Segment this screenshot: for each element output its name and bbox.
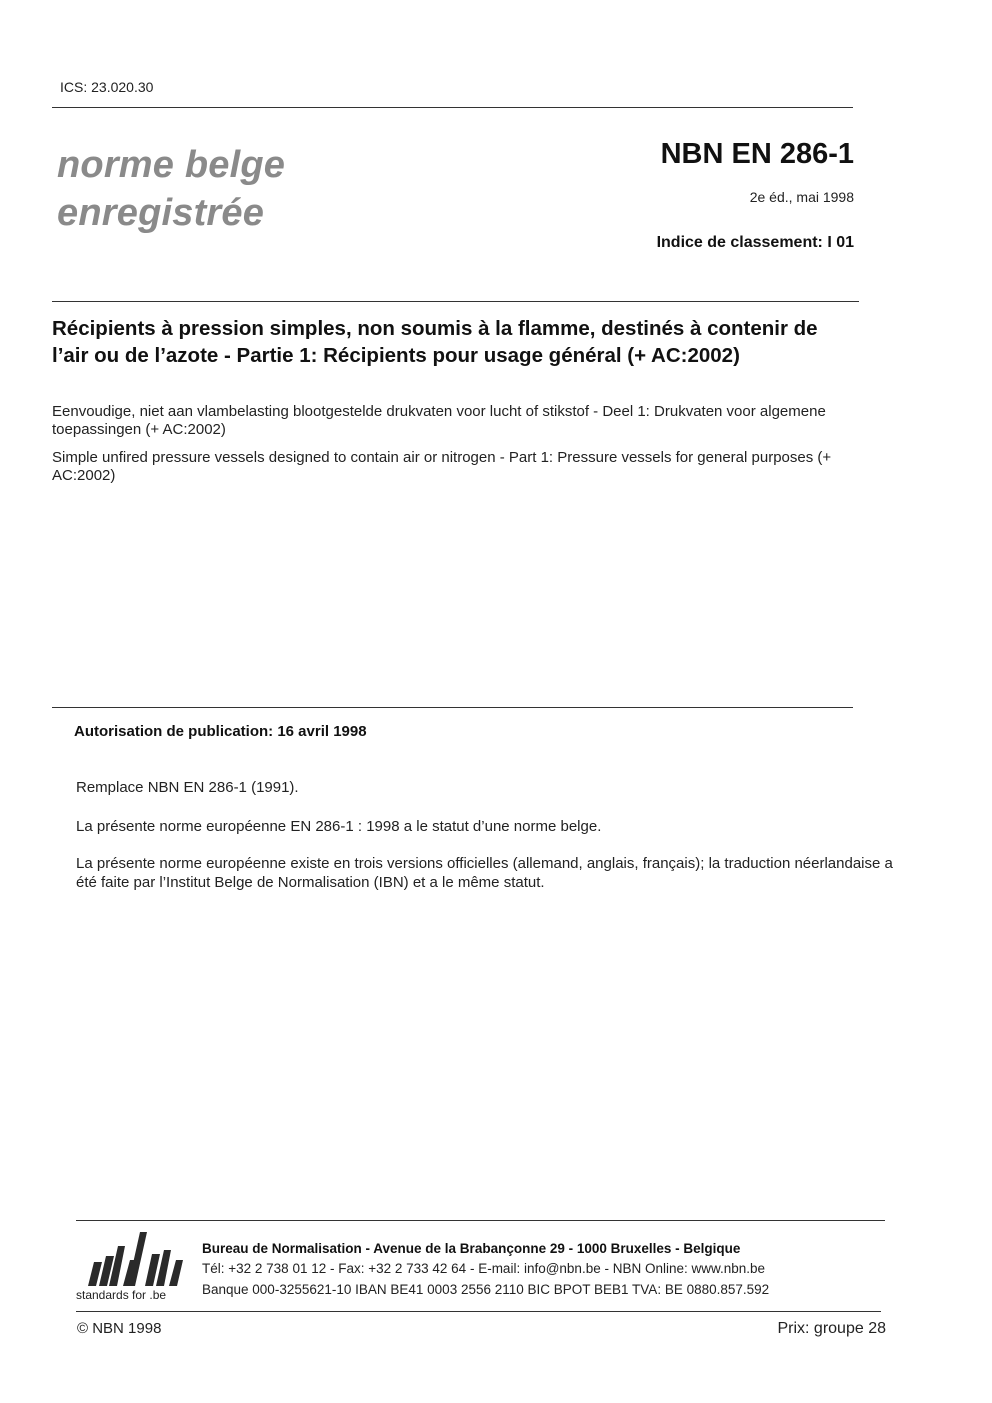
publication-authorisation: Autorisation de publication: 16 avril 1998 [74, 723, 367, 740]
organisation-address: Bureau de Normalisation - Avenue de la Brabançonne 29 - 1000 Bruxelles - Belgique [202, 1241, 741, 1256]
title-divider [52, 301, 859, 302]
replaces-note: Remplace NBN EN 286-1 (1991). [76, 779, 299, 796]
footer-divider-top [76, 1220, 885, 1221]
title-dutch: Eenvoudige, niet aan vlambelasting blootgestelde drukvaten voor lucht of stikstof - Deel 1: Drukvaten voor algemene toepassingen (+ AC:2002) [52, 403, 826, 438]
price-group: Prix: groupe 28 [777, 1320, 886, 1337]
brand-line-1: norme belge [57, 144, 286, 186]
nbn-logo-mark [76, 1226, 186, 1288]
nbn-logo [76, 1226, 186, 1306]
status-note: La présente norme européenne EN 286-1 : 1998 a le statut d’une norme belge. [76, 818, 602, 835]
brand-title [57, 141, 285, 237]
brand-line-2: enregistrée [57, 192, 265, 234]
bank-details: Banque 000-3255621-10 IBAN BE41 0003 2556 2110 BIC BPOT BEB1 TVA: BE 0880.857.592 [202, 1282, 770, 1297]
versions-note: La présente norme européenne existe en trois versions officielles (allemand, anglais, français); la traduction néerlandaise a été faite par l’Institut Belge de Normalisation (IBN) et a le même statut. [76, 855, 893, 891]
logo-tagline: standards for .be [76, 1288, 167, 1302]
classification-index: Indice de classement: I 01 [656, 234, 854, 251]
footer-divider-bottom [76, 1311, 881, 1312]
ics-code: ICS: 23.020.30 [60, 79, 154, 95]
standard-number: NBN EN 286-1 [660, 138, 854, 170]
edition-date: 2e éd., mai 1998 [749, 189, 854, 205]
title-french: Récipients à pression simples, non soumis à la flamme, destinés à contenir de l’air ou de l’azote - Partie 1: Récipients pour usage général (+ AC:2002) [52, 317, 818, 367]
top-divider [52, 107, 853, 108]
contact-details: Tél: +32 2 738 01 12 - Fax: +32 2 733 42 64 - E-mail: info@nbn.be - NBN Online: www.nbn.be [202, 1261, 766, 1276]
title-english: Simple unfired pressure vessels designed to contain air or nitrogen - Part 1: Pressure vessels for general purposes (+ AC:2002) [52, 449, 832, 484]
body-divider [52, 707, 853, 708]
copyright-notice: © NBN 1998 [77, 1320, 162, 1337]
